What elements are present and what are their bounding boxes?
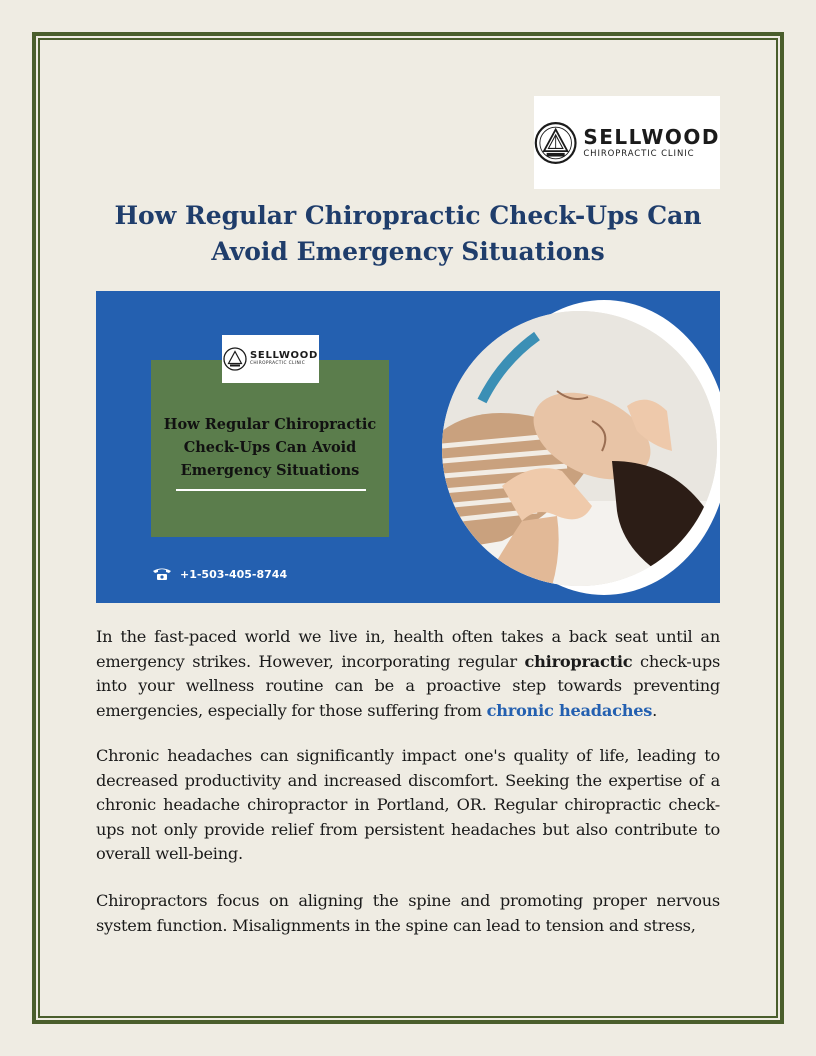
banner-photo: [442, 311, 717, 586]
paragraph-intro-text-2: check-ups into your wellness routine can be a proactive step towards preventing emergencies, especially for those suffering from: [96, 651, 720, 720]
paragraph-intro-text-1: In the fast-paced world we live in, health often takes a back seat until an emergency strikes. However, incorporating regular: [96, 627, 720, 671]
paragraph-chiropractors-focus: Chiropractors focus on aligning the spine and promoting proper nervous system function. Misalignments in the spine can lead to tension and stress,: [96, 891, 720, 935]
banner-phone-number: +1-503-405-8744: [180, 567, 288, 581]
telephone-icon: [152, 567, 172, 581]
logo-name: SELLWOOD: [583, 124, 720, 149]
hero-banner: [96, 291, 720, 603]
paragraph-intro-text-3: .: [652, 700, 658, 720]
paragraph-chronic-headaches: Chronic headaches can significantly impact one's quality of life, leading to decreased productivity and increased discomfort. Seeking the expertise of a chronic headache chiropractor in Portland, OR. Regular chiropractic check-ups not only provide relief from persistent headaches but also contribute to overall well-being.: [96, 746, 720, 864]
logo-subtitle: CHIROPRACTIC CLINIC: [583, 148, 695, 159]
chiropractic-treatment-image: [442, 311, 717, 586]
banner-title-underline: [176, 489, 366, 491]
page-title: How Regular Chiropractic Check-Ups Can Avoid Emergency Situations: [114, 201, 702, 266]
clinic-logo-mark-icon: [534, 119, 577, 167]
chiropractic-keyword: chiropractic: [524, 651, 633, 671]
banner-logo: [222, 335, 319, 383]
banner-phone: [152, 567, 287, 581]
clinic-logo: [534, 96, 720, 189]
chronic-headaches-link[interactable]: chronic headaches: [486, 700, 653, 720]
banner-logo-name: SELLWOOD: [250, 350, 318, 362]
banner-title: How Regular Chiropractic Check-Ups Can Avoid Emergency Situations: [163, 416, 377, 479]
banner-logo-mark-icon: [223, 347, 247, 371]
banner-logo-subtitle: CHIROPRACTIC CLINIC: [250, 361, 306, 367]
paragraph-intro: [96, 625, 720, 723]
